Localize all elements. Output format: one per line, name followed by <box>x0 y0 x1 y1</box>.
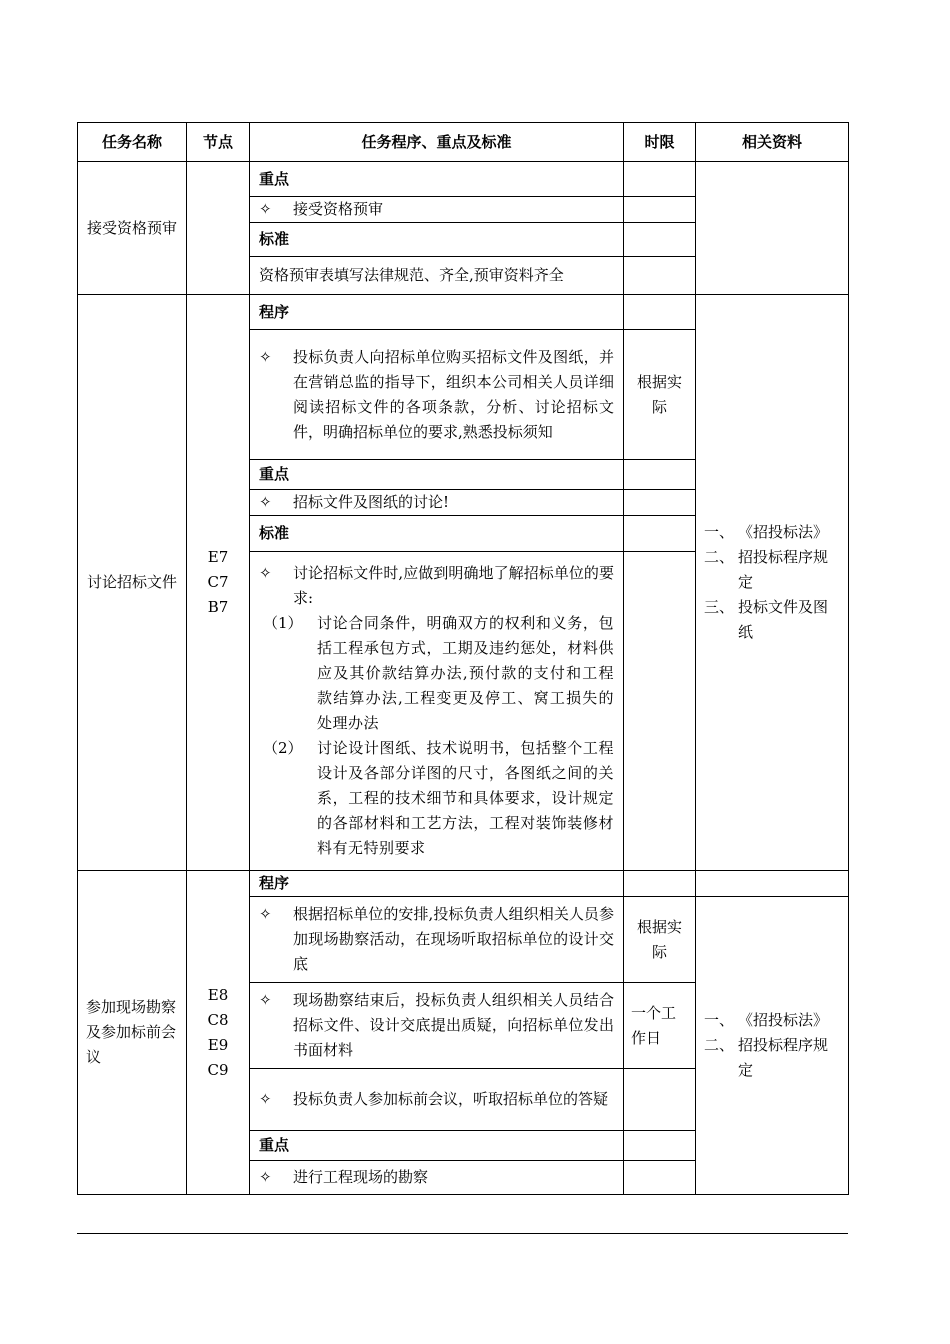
diamond-bullet-icon: ✧ <box>259 1090 272 1108</box>
header-resources: 相关资料 <box>696 123 849 162</box>
limit-cell <box>624 1161 696 1195</box>
task-name-cell: 接受资格预审 <box>78 162 187 295</box>
limit-cell <box>624 552 696 871</box>
limit-cell <box>624 516 696 552</box>
limit-cell <box>624 295 696 330</box>
key-item-cell <box>250 490 624 516</box>
node-code: E8 <box>207 985 229 1004</box>
node-code: C7 <box>207 573 229 591</box>
header-time-limit: 时限 <box>624 123 696 162</box>
node-cell <box>187 871 250 1195</box>
diamond-bullet-icon: ✧ <box>259 200 272 218</box>
limit-cell <box>624 1069 696 1131</box>
resource-item: 投标文件及图纸 <box>738 598 829 641</box>
limit-cell <box>624 871 696 897</box>
resource-item: 招投标程序规定 <box>738 548 829 591</box>
node-cell <box>187 295 250 871</box>
sub-item-text: 讨论合同条件，明确双方的权利和义务，包括工程承包方式，工期及违约惩处，材料供应及其价款结算办法,预付款的支付和工程款结算办法,工程变更及停工、窝工损失的处理办法 <box>317 614 614 732</box>
key-label: 重点 <box>250 460 624 490</box>
procedure-label: 程序 <box>250 295 624 330</box>
standard-item-text: 讨论招标文件时,应做到明确地了解招标单位的要求: <box>293 564 614 607</box>
procedure-item-cell <box>250 330 624 460</box>
standard-item-cell <box>250 552 624 871</box>
time-limit-text: 一个工作日 <box>624 983 696 1069</box>
table-row <box>78 871 849 897</box>
sub-item-text: 讨论设计图纸、技术说明书，包括整个工程设计及各部分详图的尺寸，各图纸之间的关系，工程的技术细节和具体要求，设计规定的各部材料和工艺方法，工程对装饰装修材料有无特别要求 <box>317 739 614 857</box>
diamond-bullet-icon: ✧ <box>259 564 272 582</box>
time-limit-text: 根据实际 <box>624 897 696 983</box>
limit-cell <box>624 197 696 223</box>
procedure-item-text: 投标负责人向招标单位购买招标文件及图纸，并在营销总监的指导下，组织本公司相关人员详细阅读招标文件的各项条款，分析、讨论招标文件，明确招标单位的要求,熟悉投标须知 <box>293 347 614 441</box>
limit-cell <box>624 1131 696 1161</box>
resource-item: 《招投标法》 <box>738 523 829 541</box>
node-cell <box>187 162 250 295</box>
procedure-item-cell <box>250 897 624 983</box>
time-limit-text: 根据实际 <box>624 330 696 460</box>
standard-label: 标准 <box>250 516 624 552</box>
diamond-bullet-icon: ✧ <box>259 493 272 511</box>
node-code: E7 <box>207 548 229 566</box>
diamond-bullet-icon: ✧ <box>259 1168 272 1186</box>
footer-divider <box>77 1233 848 1234</box>
node-code: B7 <box>207 598 229 616</box>
header-task-name: 任务名称 <box>78 123 187 162</box>
table-header-row <box>78 123 849 162</box>
procedure-item-text: 现场勘察结束后，投标负责人组织相关人员结合招标文件、设计交底提出质疑，向招标单位发出书面材料 <box>293 991 614 1059</box>
node-code: C9 <box>207 1060 229 1079</box>
resources-cell <box>696 162 849 295</box>
diamond-bullet-icon: ✧ <box>259 347 272 366</box>
resources-cell: 一、 《招投标法》 二、 招投标程序规定 <box>696 897 849 1195</box>
task-name-cell: 参加现场勘察及参加标前会议 <box>78 871 187 1195</box>
diamond-bullet-icon: ✧ <box>259 905 272 923</box>
procedure-item-cell <box>250 983 624 1069</box>
header-procedure: 任务程序、重点及标准 <box>250 123 624 162</box>
procedure-item-cell <box>250 1069 624 1131</box>
resources-cell: 一、 《招投标法》 二、 招投标程序规定 三、 投标文件及图纸 <box>696 295 849 871</box>
task-name-cell: 讨论招标文件 <box>78 295 187 871</box>
sub-item-number: （1） <box>263 614 303 632</box>
procedure-table <box>77 122 849 1195</box>
key-label: 重点 <box>250 1131 624 1161</box>
key-label: 重点 <box>250 162 624 197</box>
key-item-text: 接受资格预审 <box>293 200 384 218</box>
key-item-cell <box>250 1161 624 1195</box>
procedure-item-text: 投标负责人参加标前会议，听取招标单位的答疑 <box>293 1090 609 1108</box>
table-row <box>78 162 849 197</box>
node-code: C8 <box>207 1010 229 1029</box>
limit-cell <box>624 223 696 257</box>
limit-cell <box>624 460 696 490</box>
resources-cell <box>696 871 849 897</box>
standard-label: 标准 <box>250 223 624 257</box>
key-item-cell <box>250 197 624 223</box>
limit-cell <box>624 162 696 197</box>
procedure-item-text: 根据招标单位的安排,投标负责人组织相关人员参加现场勘察活动，在现场听取招标单位的设计交底 <box>293 905 614 973</box>
resource-item: 招投标程序规定 <box>738 1036 829 1079</box>
procedure-label: 程序 <box>250 871 624 897</box>
key-item-text: 招标文件及图纸的讨论! <box>293 493 450 511</box>
header-node: 节点 <box>187 123 250 162</box>
table-row <box>78 295 849 330</box>
diamond-bullet-icon: ✧ <box>259 991 272 1009</box>
key-item-text: 进行工程现场的勘察 <box>293 1168 429 1186</box>
resource-item: 《招投标法》 <box>738 1011 829 1029</box>
limit-cell <box>624 257 696 295</box>
standard-text: 资格预审表填写法律规范、齐全,预审资料齐全 <box>250 257 624 295</box>
sub-item-number: （2） <box>263 739 303 757</box>
node-code: E9 <box>207 1035 229 1054</box>
limit-cell <box>624 490 696 516</box>
